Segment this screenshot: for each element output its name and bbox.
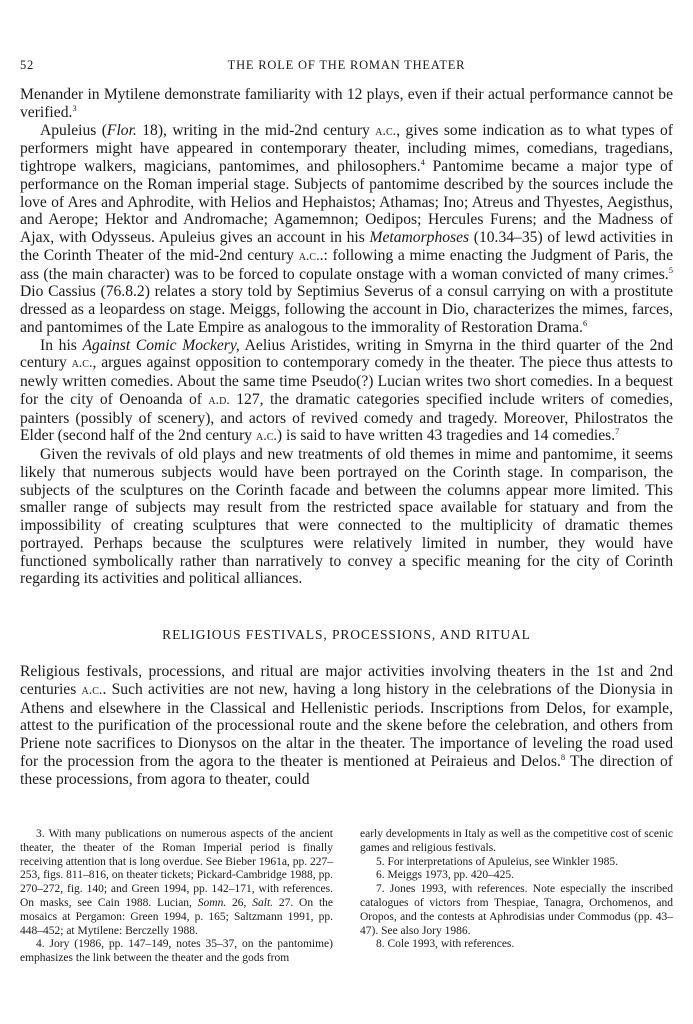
- footnote: 4. Jory (1986, pp. 147–149, notes 35–37, on the pantomime) emphasizes the link between the theater and the gods from: [20, 938, 333, 965]
- paragraph: Given the revivals of old plays and new treatments of old themes in mime and pantomime, it seems likely that numerous subjects would have been portrayed on the Corinth stage. In comparison, the subjects of the sculptures on the Corinth facade and between the columns appear more limited. This smaller range of subjects may result from the restricted space available for statuary and from the impossibility of creating sculptures that were connected to the multiplicity of dramatic themes portrayed. Perhaps because the sculptures were relatively limited in number, they would have functioned symbolically rather than narratively to convey a specific meaning for the city of Corinth regarding its activities and political alliances.: [20, 446, 673, 588]
- footnote-ref: 7: [615, 426, 620, 437]
- footnote: early developments in Italy as well as the competitive cost of scenic games and religious festivals.: [360, 828, 673, 854]
- footnote-ref: 4: [420, 156, 425, 167]
- footnote-column-left: [20, 828, 333, 966]
- paragraph: Religious festivals, processions, and ritual are major activities involving theaters in the 1st and 2nd centuries a.c.. Such activities are not new, having a long history in the celebrations of the Dionysia in Athens and elsewhere in the Classical and Hellenistic periods. Inscriptions from Delos, for example, attest to the purification of the processional route and the skene before the celebration, and others from Priene note sacrifices to Dionysos on the altar in the theater. The importance of leveling the road used for the procession from the agora to the theater is mentioned at Peiraieus and Delos.$^8$ The direction of these processions, from agora to theater, could: [20, 663, 673, 788]
- footnote-ref: 6: [582, 317, 588, 328]
- footnote-ref: 5: [668, 264, 673, 275]
- footnote: 5. For interpretations of Apuleius, see Winkler 1985.: [376, 855, 619, 868]
- main-text: [20, 86, 673, 788]
- page-number: 52: [20, 58, 35, 72]
- page-header: [20, 58, 673, 76]
- footnotes: [20, 828, 673, 966]
- footnote-column-right: [360, 828, 673, 966]
- paragraph: Apuleius (Flor. 18), writing in the mid-2nd century a.c., gives some indication as to what types of performers might have appeared in contemporary theater, including mimes, comedians, tragedians, tightrope walkers, magicians, pantomimes, and philosophers.$^4$ Pantomime became a major type of performance on the Roman imperial stage. Subjects of pantomime described by the sources include the love of Ares and Aphrodite, with Helios and Hephaistos; Athamas; Ino; Atreus and Thyestes, Aegisthus, and Aerope; Hektor and Andromache; Agamemnon; Oedipos; Hercules Furens; and the Madness of Ajax, with Odysseus. Apuleius gives an account in his Metamorphoses (10.34–35) of lewd activities in the Corinth Theater of the mid-2nd century a.c..: following a mime enacting the Judgment of Paris, the ass (the main character) was to be forced to copulate onstage with a woman convicted of many crimes.$^5$ Dio Cassius (76.8.2) relates a story told by Septimius Severus of a consul carrying on with a prostitute dressed as a leopardess on stage. Meiggs, following the account in Dio, characterizes the mimes, farces, and pantomimes of the Late Empire as analogous to the immorality of Restoration Drama.$^6$: [20, 121, 674, 336]
- footnote-ref: 3: [72, 102, 77, 113]
- footnote: 6. Meiggs 1973, pp. 420–425.: [376, 869, 514, 882]
- footnote: 3. With many publications on numerous aspects of the ancient theater, the theater of the Roman Imperial period is finally receiving attention that is long overdue. See Bieber 1961a, pp. 227–253, figs. 811–816, on theater tickets; Pickard-Cambridge 1988, pp. 270–272, fig. 140; and Green 1994, pp. 142–171, with references. On masks, see Cain 1988. Lucian, Somn. 26, Salt. 27. On the mosaics at Pergamon: Green 1994, p. 165; Saltzmann 1991, pp. 448–452; at Mytilene: Berczelly 1988.: [20, 828, 333, 937]
- footnote: 8. Cole 1993, with references.: [376, 938, 515, 951]
- footnote: 7. Jones 1993, with references. Note especially the inscribed catalogues of victors from Thespiae, Tanagra, Orchomenos, and Oropos, and the contests at Aphrodisias under Commodus (pp. 43–47). See also Jory 1986.: [360, 883, 673, 937]
- footnote-ref: 8: [560, 751, 566, 762]
- paragraph: Menander in Mytilene demonstrate familiarity with 12 plays, even if their actual performance cannot be verified.$^3$: [20, 86, 673, 121]
- paragraph: In his Against Comic Mockery, Aelius Aristides, writing in Smyrna in the third quarter of the 2nd century a.c., argues against opposition to contemporary comedy in the theater. The piece thus attests to newly written comedies. About the same time Pseudo(?) Lucian writes two short comedies. In a bequest for the city of Oenoanda of a.d. 127, the dramatic categories specified include writers of comedies, painters (possibly of scenery), and actors of revived comedy and tragedy. Moreover, Philostratos the Elder (second half of the 2nd century a.c.) is said to have written 43 tragedies and 14 comedies.$^7$: [20, 336, 673, 445]
- section-heading: RELIGIOUS FESTIVALS, PROCESSIONS, AND RITUAL: [162, 627, 531, 642]
- running-title: THE ROLE OF THE ROMAN THEATER: [227, 58, 466, 72]
